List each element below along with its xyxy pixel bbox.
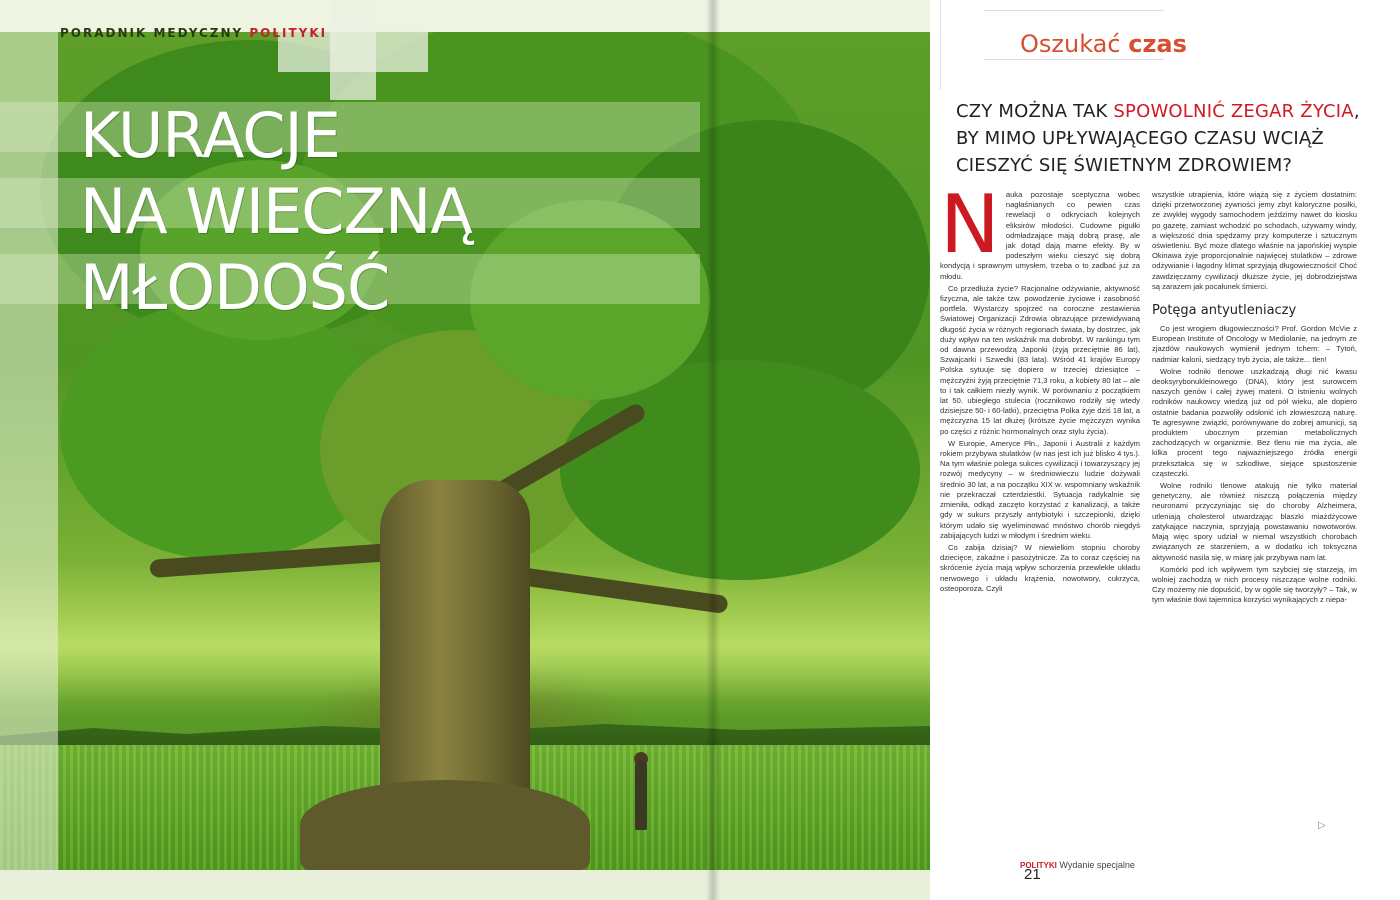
paragraph: wszystkie utrapienia, które wiążą się z życiem dostatnim: dzięki przetworzonej żywności jemy zbyt kaloryczne posiłki, ze zwykłej wygody samochodem jeździmy nawet do kiosku po gazetę, zamiast wchodzić po schodach, używamy windy, a większość dnia spędzamy przy komputerze i sztucznym oświetleniu. Być może dlatego właśnie na japońskiej wyspie Okinawa żyje proporcjonalnie najwięcej stulatków – zdrowe odżywianie i łagodny klimat sprzyjają długowieczności! Choć zawdzięczamy cywilizacji dłuższe życie, jej dobrodziejstwa są zarazem jak pocałunek śmierci. <box>1152 190 1357 291</box>
header-separator <box>940 0 941 90</box>
section-kicker <box>60 26 327 40</box>
paragraph: Co jest wrogiem długowieczności? Prof. Gordon McVie z European Institute of Oncology w Mediolanie, na jednym ze zjazdów naukowych wymienił jednym tchem: – Tytoń, nadmiar kalorii, siedzący tryb życia, ale także... tlen! <box>1152 324 1357 364</box>
section-label-bold: czas <box>1128 30 1187 58</box>
text-page <box>930 0 1400 900</box>
subheading: Potęga antyutleniaczy <box>1152 303 1297 319</box>
kicker-prefix: PORADNIK MEDYCZNY <box>60 26 244 40</box>
kicker-brand: POLITYKI <box>249 26 328 40</box>
paragraph: Wolne rodniki tlenowe uszkadzają długi nić kwasu deoksyrybonukleinowego (DNA), który jest surowcem naszych genów i całej żywej materii. O istnieniu wolnych rodników naukowcy wiedzą już od pół wieku, ale dopiero ostatnie badania pozwoliły odsłonić ich złowieszczą naturę. Te agresywne związki, porównywane do zobrej amunicji, są produktem ubocznym przemian metabolicznych zachodzących w organizmie. Bez tlenu nie ma życia, ale kilka procent tego najważniejszego źródła energii przekształca się w szkodliwe, siejące spustoszenie cząsteczki. <box>1152 366 1357 478</box>
drop-cap: N <box>940 178 1000 271</box>
paragraph: auka pozostaje sceptyczna wobec nagłaśnianych co pewien czas rewelacji o odkryciach kolejnych eliksirów młodości. Cudowne pigułki odmładzające mają dobrą prasę, ale jak dotąd dają marne efekty. By w podeszłym wieku cieszyć się dobrą kondycją i sprawnym umysłem, trzeba o to zadbać już za młodu. <box>940 190 1140 281</box>
title-line: KURACJE <box>80 99 341 172</box>
text-column-2 <box>1152 190 1357 608</box>
paragraph: Komórki pod ich wpływem tym szybciej się starzeją, im wolniej zachodzą w nich procesy niszczące wolne rodniki. Czy możemy nie dopuścić, by w ogóle się tworzyły? – Tak, w tym właśnie tkwi tajemnica korzyści wynikających z niepa- <box>1152 564 1357 605</box>
page-number: 21 <box>1024 866 1041 883</box>
footer-text: Wydanie specjalne <box>1059 860 1135 870</box>
paragraph: Co przedłuża życie? Racjonalne odżywianie, aktywność fizyczna, ale także tzw. powodzenie życiowe i zasobność portfela. Wystarczy spojrzeć na coroczne zestawienia Światowej Organizacji Zdrowia obrazujące przewidywaną długość życia w różnych regionach świata, by dostrzec, jak duży wpływ na ten wskaźnik ma dobrobyt. W rankingu tym od dawna przewodzą Japonki (żyją przeciętnie 86 lat), Szwajcarki i Szwedki (83 lata). Wśród 41 krajów Europy Polska sytuuje się dopiero w trzeciej dziesiątce – mężczyźni żyją przeciętnie 71,3 roku, a kobiety 80 lat – ale to i tak całkiem niezły wynik. W porównaniu z początkiem lat 50. ubiegłego stulecia (rocznikowo rodziły się wtedy dzisiejsze 50- i 60-latki), przeciętna Polka żyje dziś 18 lat, a mężczyzna 15 lat dłużej (krótsze życie mężczyzn wynika po części z różnic hormonalnych oraz stylu życia). <box>940 283 1140 436</box>
section-label: Oszukać <box>1020 30 1121 58</box>
paragraph: Wolne rodniki tlenowe atakują nie tylko materiał genetyczny, ale również niszczą połączenia między neuronami przyczyniając się do choroby Alzheimera, utleniają cholesterol utwardzając blaszki miażdżycowe zatykające naczynia, sprzyjają powstawaniu nowotworów. Mają więc spory udział w niemal wszystkich chorobach związanych ze starzeniem, a w dodatku ich toksyczna aktywność nasila się, w miarę jak przybywa nam lat. <box>1152 481 1357 562</box>
continue-arrow-icon: ▷ <box>1318 820 1326 831</box>
section-header <box>1020 30 1187 58</box>
lead-part1: CZY MOŻNA TAK <box>956 101 1108 122</box>
article-title <box>80 98 472 326</box>
lead-part2: , BY MIMO UPŁYWAJĄCEGO CZASU WCIĄŻ CIESZYĆ SIĘ ŚWIETNYM ZDROWIEM? <box>956 101 1360 176</box>
paragraph: Co zabija dzisiaj? W niewielkim stopniu choroby dziecięce, zakaźne i pasożytnicze. Za to coraz częściej na skrócenie życia mają wpływ schorzenia przewlekłe układu nerwowego i układu krążenia, nowotwory, cukrzyca, osteoporoza. Czyli <box>940 542 1140 593</box>
title-line: MŁODOŚĆ <box>80 251 390 324</box>
footer-brand: POLITYKI <box>1020 861 1057 870</box>
paragraph: W Europie, Ameryce Płn., Japonii i Australii z każdym rokiem przybywa stulatków (w nas jest ich już blisko 4 tys.). Na tym właśnie polega sukces cywilizacji i towarzyszący jej rozwój medycyny – w średniowieczu ludzie dożywali średnio 30 lat, a na początku XIX w. wspomniany wskaźnik nie przekraczał czterdziestki. Sytuacja radykalnie się zmieniła, odkąd zaczęto korzystać z kanalizacji, a także gdy w sukurs przyszły antybiotyki i szczepionki, dzięki którym udało się wyeliminować mnóstwo chorób niegdyś zabijających ludzi w młodym i średnim wieku. <box>940 438 1140 540</box>
text-column-1 <box>940 178 1140 596</box>
title-line: NA WIECZNĄ <box>80 175 472 248</box>
lead-highlight: SPOWOLNIĆ ZEGAR ŻYCIA <box>1113 101 1354 122</box>
article-lead <box>956 98 1386 179</box>
